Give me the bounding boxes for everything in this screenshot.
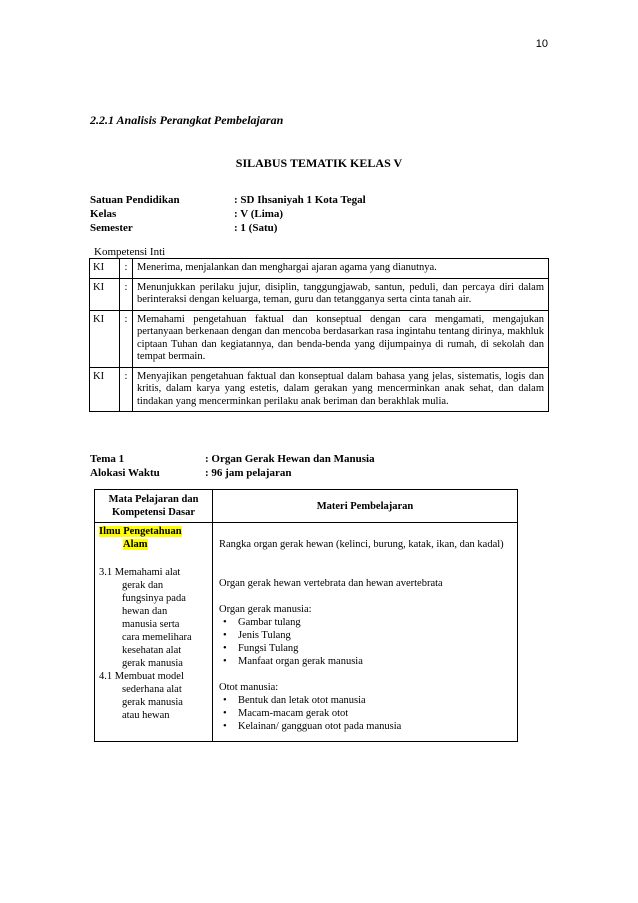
identity-block	[90, 193, 366, 235]
list-item: • Bentuk dan letak otot manusia	[219, 694, 511, 707]
kd-line: 3.1 Memahami alat	[99, 567, 181, 578]
spacer	[219, 590, 511, 603]
subject-name	[99, 525, 208, 538]
theme-block	[90, 452, 375, 480]
theme-value: : Organ Gerak Hewan dan Manusia	[205, 453, 375, 465]
kd-line: 4.1 Membuat model	[99, 671, 184, 682]
basic-competencies	[99, 566, 208, 722]
meta-value: : V (Lima)	[234, 208, 284, 220]
kd-line: sederhana alat	[122, 684, 182, 695]
material-skeleton-animals: Rangka organ gerak hewan (kelinci, burung, katak, ikan, dan kadal)	[219, 539, 504, 550]
header-subject-competency: Mata Pelajaran dan Kompetensi Dasar	[95, 490, 213, 523]
ki-code: KI	[90, 367, 120, 412]
time-allocation-label: Alokasi Waktu	[90, 467, 160, 479]
ki-separator: :	[120, 259, 133, 279]
kd-line: cara memelihara	[122, 632, 192, 643]
learning-material-cell	[213, 523, 518, 742]
ki-text: Menerima, menjalankan dan menghargai ajaran agama yang dianutnya.	[133, 259, 549, 279]
ki-code: KI	[90, 310, 120, 367]
spacer	[219, 551, 511, 564]
header-learning-material: Materi Pembelajaran	[213, 490, 518, 523]
page-number: 10	[535, 38, 548, 50]
theme-label: Tema 1	[90, 453, 125, 465]
ki-separator: :	[120, 367, 133, 412]
material-human-muscles-heading: Otot manusia:	[219, 682, 279, 693]
kd-line: kesehatan alat	[122, 645, 182, 656]
kd-line: gerak manusia	[122, 658, 183, 669]
meta-value: : 1 (Satu)	[234, 222, 278, 234]
kd-line: fungsinya pada	[122, 593, 186, 604]
ki-row	[90, 367, 549, 412]
ki-code: KI	[90, 259, 120, 279]
ki-text: Menunjukkan perilaku jujur, disiplin, tanggungjawab, santun, peduli, dan percaya diri dalam berinteraksi dengan keluarga, teman, guru dan tetangganya serta cinta tanah air.	[133, 278, 549, 310]
ki-row	[90, 259, 549, 279]
human-organs-list	[219, 616, 511, 668]
subject-competency-cell	[95, 523, 213, 742]
list-item: • Manfaat organ gerak manusia	[219, 655, 511, 668]
syllabus-table	[94, 489, 518, 742]
list-item: • Jenis Tulang	[219, 629, 511, 642]
meta-value: : SD Ihsaniyah 1 Kota Tegal	[234, 194, 366, 206]
basic-competency-3-1	[99, 566, 208, 670]
ki-code: KI	[90, 278, 120, 310]
kompetensi-inti-caption: Kompetensi Inti	[94, 246, 166, 258]
ki-row	[90, 310, 549, 367]
list-item: • Gambar tulang	[219, 616, 511, 629]
ki-text: Memahami pengetahuan faktual dan konseptual dengan cara mengamati, mengajukan pertanyaan berkenaan dengan dan mencoba berdasarkan rasa ingintahu tentang dirinya, makhluk ciptaan Tuhan dan kegiatannya, dan benda-benda yang dijumpainya di rumah, di sekolah dan tempat bermain.	[133, 310, 549, 367]
meta-row-satuan	[90, 193, 366, 207]
meta-row-kelas	[90, 207, 366, 221]
meta-label: Satuan Pendidikan	[90, 194, 180, 206]
kompetensi-inti-table	[89, 258, 549, 412]
subject-name-line1: Ilmu Pengetahuan	[99, 526, 182, 537]
meta-label: Kelas	[90, 208, 117, 220]
ki-row	[90, 278, 549, 310]
list-item: • Fungsi Tulang	[219, 642, 511, 655]
kd-line: gerak manusia	[122, 697, 183, 708]
kd-line: hewan dan	[122, 606, 168, 617]
list-item: • Kelainan/ gangguan otot pada manusia	[219, 720, 511, 733]
spacer	[219, 525, 511, 538]
material-vertebrate-animals: Organ gerak hewan vertebrata dan hewan avertebrata	[219, 578, 443, 589]
syllabus-content-row	[95, 523, 518, 742]
theme-row	[90, 452, 375, 466]
human-muscles-list	[219, 694, 511, 733]
meta-row-semester	[90, 221, 366, 235]
list-item: • Macam-macam gerak otot	[219, 707, 511, 720]
time-allocation-value: : 96 jam pelajaran	[205, 467, 292, 479]
ki-separator: :	[120, 310, 133, 367]
spacer	[219, 668, 511, 681]
document-title: SILABUS TEMATIK KELAS V	[235, 156, 403, 170]
subject-name-line2: Alam	[123, 539, 148, 550]
ki-text: Menyajikan pengetahuan faktual dan konseptual dalam bahasa yang jelas, sistematis, logis dan kritis, dalam karya yang estetis, dalam gerakan yang mencerminkan anak sehat, dan dalam tindakan yang mencerminkan perilaku anak beriman dan berakhlak mulia.	[133, 367, 549, 412]
subject-name-line2-wrap	[99, 538, 208, 551]
time-allocation-row	[90, 466, 375, 480]
material-human-organs-heading: Organ gerak manusia:	[219, 604, 312, 615]
ki-separator: :	[120, 278, 133, 310]
section-heading: 2.2.1 Analisis Perangkat Pembelajaran	[90, 113, 284, 127]
syllabus-header-row	[95, 490, 518, 523]
basic-competency-4-1	[99, 670, 208, 722]
kd-line: gerak dan	[122, 580, 164, 591]
kd-line: atau hewan	[122, 710, 170, 721]
kd-line: manusia serta	[122, 619, 180, 630]
spacer	[219, 564, 511, 577]
meta-label: Semester	[90, 222, 133, 234]
